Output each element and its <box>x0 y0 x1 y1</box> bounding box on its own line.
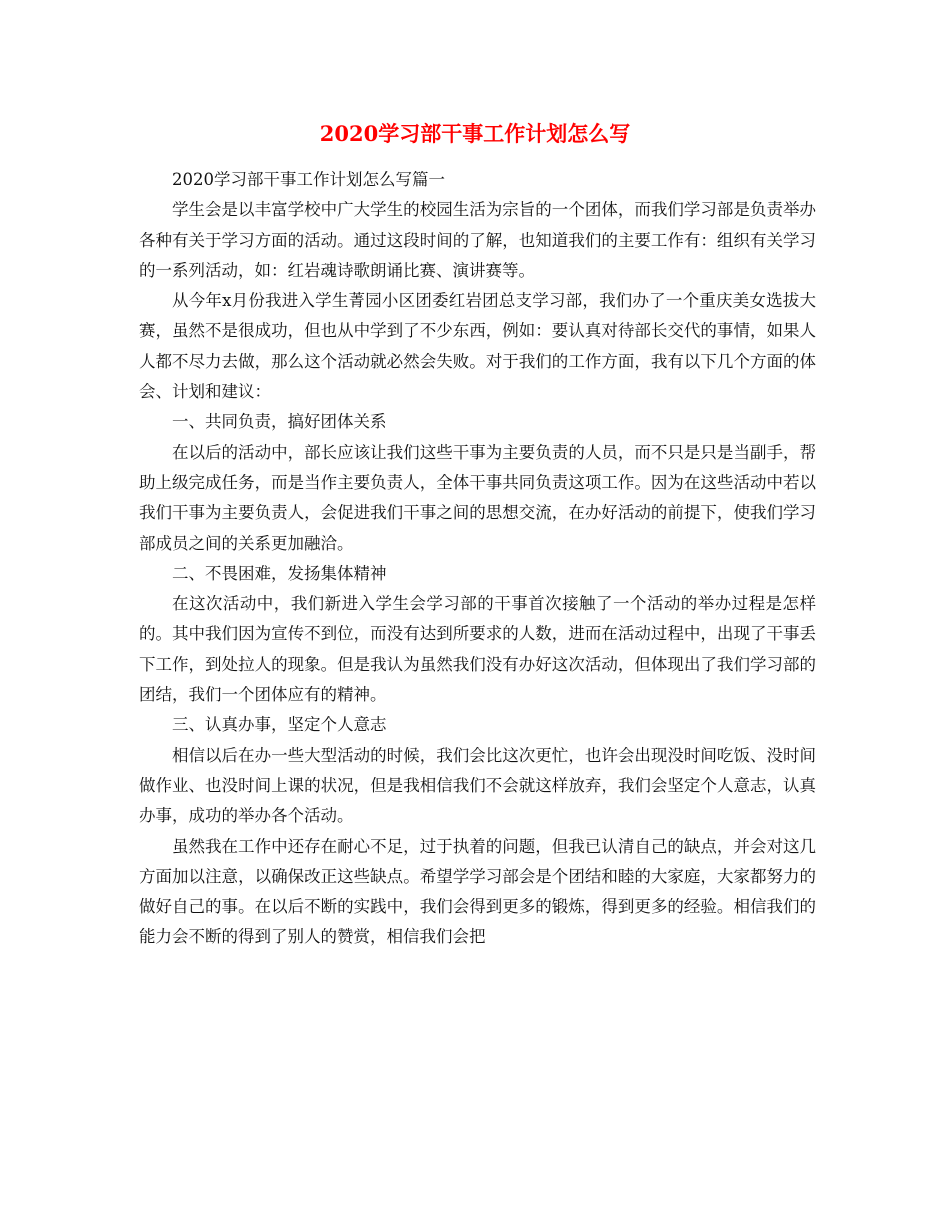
paragraph: 在以后的活动中，部长应该让我们这些干事为主要负责的人员，而不只是只是当副手，帮助上级完成任务，而是当作主要负责人，全体干事共同负责这项工作。因为在这些活动中若以我们干事为主要负责人，会促进我们干事之间的思想交流，在办好活动的前提下，使我们学习部成员之间的关系更加融洽。 <box>139 442 816 553</box>
document-body <box>139 165 816 953</box>
document-title: 2020学习部干事工作计划怎么写 <box>319 121 631 146</box>
paragraph: 虽然我在工作中还存在耐心不足，过于执着的问题，但我已认清自己的缺点，并会对这几方面加以注意，以确保改正这些缺点。希望学学习部会是个团结和睦的大家庭，大家都努力的做好自己的事。在以后不断的实践中，我们会得到更多的锻炼，得到更多的经验。相信我们的能力会不断的得到了别人的赞赏，相信我们会把 <box>139 836 816 947</box>
section-heading: 2020学习部干事工作计划怎么写篇一 <box>172 170 445 189</box>
subheading: 一、共同负责，搞好团体关系 <box>172 412 387 432</box>
paragraph: 相信以后在办一些大型活动的时候，我们会比这次更忙，也许会出现没时间吃饭、没时间做作业、也没时间上课的状况，但是我相信我们不会就这样放弃，我们会坚定个人意志，认真办事，成功的举办各个活动。 <box>139 745 816 826</box>
subheading: 二、不畏困难，发扬集体精神 <box>172 563 387 583</box>
paragraph: 学生会是以丰富学校中广大学生的校园生活为宗旨的一个团体，而我们学习部是负责举办各种有关于学习方面的活动。通过这段时间的了解，也知道我们的主要工作有：组织有关学习的一系列活动，如：红岩魂诗歌朗诵比赛、演讲赛等。 <box>139 200 816 280</box>
paragraph: 从今年x月份我进入学生菁园小区团委红岩团总支学习部，我们办了一个重庆美女选拔大赛，虽然不是很成功，但也从中学到了不少东西，例如：要认真对待部长交代的事情，如果人人都不尽力去做，那么这个活动就必然会失败。对于我们的工作方面，我有以下几个方面的体会、计划和建议： <box>139 291 816 402</box>
paragraph: 在这次活动中，我们新进入学生会学习部的干事首次接触了一个活动的举办过程是怎样的。其中我们因为宣传不到位，而没有达到所要求的人数，进而在活动过程中，出现了干事丢下工作，到处拉人的现象。但是我认为虽然我们没有办好这次活动，但体现出了我们学习部的团结，我们一个团体应有的精神。 <box>139 594 816 705</box>
subheading: 三、认真办事，坚定个人意志 <box>172 715 387 735</box>
